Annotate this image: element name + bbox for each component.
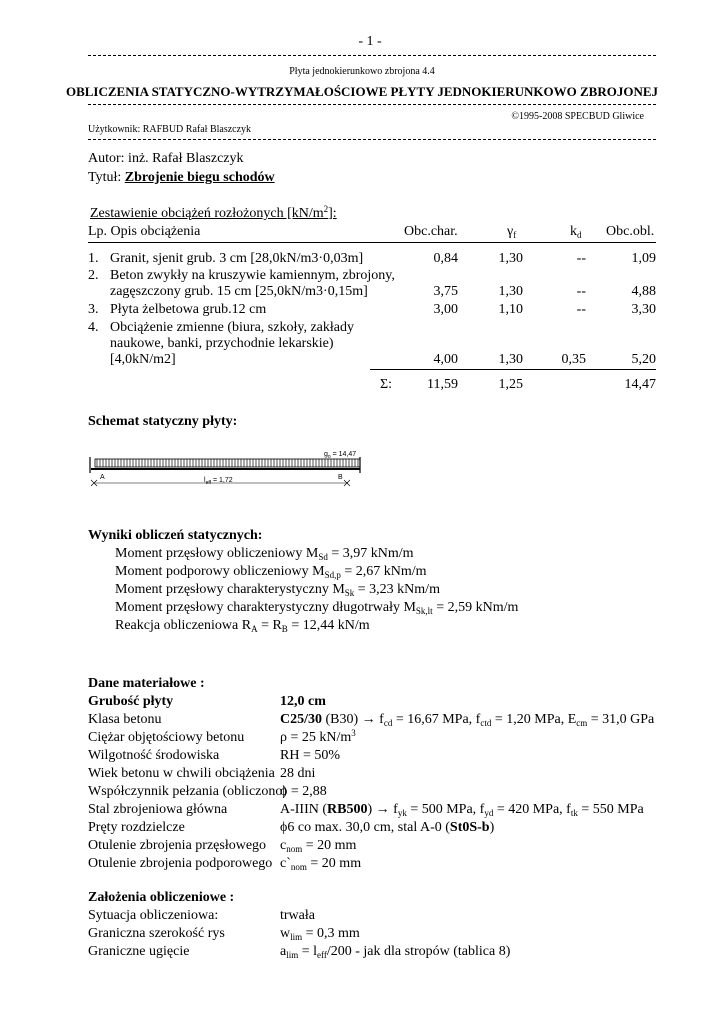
sum-obl: 14,47 [624,377,656,392]
steel-value: A-IIIN $(RB500) \to f_{yk} = 500$ MPa, $f_{yd} = 420$ MPa, $f_{tk} = 550$ MPa [280,802,644,818]
row-description: [4,0kN/m2] [110,352,176,367]
row-gamma-value: 1,10 [498,302,523,317]
col-obl: Obc.obl. [606,224,655,239]
program-name: Płyta jednokierunkowo zbrojona 4.4 [289,66,435,77]
row-char-value: 0,84 [433,251,458,266]
crack-value: $w_{lim} = 0,3$ mm [280,926,360,942]
cover-span-value: $c_{nom} = 20$ mm [280,838,357,854]
title-value: Zbrojenie biegu schodów [124,170,275,185]
support-a-label: A [100,474,105,481]
cover-support-label: Otulenie zbrojenia podporowego [88,856,273,871]
deflection-value: $a_{lim} = l_{eff}/200$ - jak dla stropów (tablica 8) [280,944,511,960]
result-line: Moment przęsłowy obliczeniowy $M_{Sd} = 3,97$ kNm/m [115,546,414,562]
humidity-value: RH = 50% [280,748,341,763]
creep-value: ϕ = 2,88 [280,784,327,799]
thickness-value: 12,0 cm [280,694,326,709]
col-gamma: $\gamma_f$ [507,224,517,240]
col-char: Obc.char. [404,224,458,239]
sum-label: Σ: [380,377,393,392]
sum-char: 11,59 [427,377,458,392]
weight-label: Ciężar objętościowy betonu [88,730,245,745]
thickness-label: Grubość płyty [88,694,174,709]
row-lp: 2. [88,268,99,283]
distributed-load [95,459,360,467]
assumptions-heading: Założenia obliczeniowe : [88,890,235,905]
static-scheme-diagram [86,445,366,493]
row-kd-value: -- [576,251,586,266]
row-description: naukowe, banki, przychodnie lekarskie) [110,336,334,351]
loads-heading: Zestawienie obciążeń rozłożonych $[kN/m^2]$: [90,204,337,221]
divider [88,104,656,105]
user-info: Użytkownik: RAFBUD Rafał Blaszczyk [88,124,252,135]
row-obl-value: 4,88 [631,284,656,299]
author: Autor: inż. Rafał Blaszczyk [88,151,244,166]
support-b-label: B [338,474,343,481]
row-obl-value: 5,20 [631,352,656,367]
row-lp: 3. [88,302,99,317]
weight-value: ρ = 25 $kN/m^3$ [280,728,356,745]
materials-heading: Dane materiałowe : [88,676,205,691]
age-value: 28 dni [280,766,316,781]
document-title [88,170,275,186]
row-char-value: 3,75 [433,284,458,299]
page-number: - 1 - [358,34,382,49]
humidity-label: Wilgotność środowiska [88,748,220,763]
title-label: Tytuł: [88,170,122,185]
row-description: Obciążenie zmienne (biura, szkoły, zakłady [110,320,354,335]
age-label: Wiek betonu w chwili obciążenia [88,766,275,781]
cover-span-label: Otulenie zbrojenia przęsłowego [88,838,267,853]
steel-label: Stal zbrojeniowa główna [88,802,228,817]
result-line: Moment podporowy obliczeniowy $M_{Sd,p} = 2,67$ kNm/m [115,564,427,580]
result-line: Moment przęsłowy charakterystyczny $M_{Sk} = 3,23$ kNm/m [115,582,440,598]
results-heading: Wyniki obliczeń statycznych: [88,528,263,543]
creep-label: Współczynnik pełzania (obliczono) [88,784,288,799]
reaction-line: Reakcja obliczeniowa $R_A = R_B = 12,44$ kN/m [115,618,370,634]
row-gamma-value: 1,30 [498,251,523,266]
crack-label: Graniczna szerokość rys [88,926,225,941]
deflection-label: Graniczne ugięcie [88,944,190,959]
copyright: ©1995-2008 SPECBUD Gliwice [511,111,644,122]
sum-line [370,369,656,370]
concrete-label: Klasa betonu [88,712,162,727]
scheme-heading: Schemat statyczny płyty: [88,414,238,429]
col-kd: $k_d$ [570,224,582,240]
row-char-value: 3,00 [433,302,458,317]
cover-support-value: $c`_{nom} = 20$ mm [280,856,362,872]
row-gamma-value: 1,30 [498,352,523,367]
main-title: OBLICZENIA STATYCZNO-WYTRZYMAŁOŚCIOWE PŁYTY JEDNOKIERUNKOWO ZBROJONEJ [65,84,659,99]
row-lp: 1. [88,251,99,266]
distribution-label: Pręty rozdzielcze [88,820,185,835]
sum-gamma: 1,25 [498,377,523,392]
divider [88,139,656,140]
row-description: Płyta żelbetowa grub.12 cm [110,302,267,317]
row-char-value: 4,00 [433,352,458,367]
span-label: $l_{eff} = 1,72$ [204,477,233,486]
row-kd-value: -- [576,284,586,299]
load-label: $g_o = 14,47$ [324,451,357,460]
distribution-value: ϕ6 co max. 30,0 cm, stal A-0 (St0S-b) [280,820,495,835]
table-header-line [88,242,656,243]
situation-value: trwała [280,908,315,923]
divider [88,55,656,56]
concrete-value: C25/30 $(B30) \to f_{cd} = 16,67$ MPa, $f_{ctd} = 1,20$ MPa, $E_{cm} = 31,0$ GPa [280,712,655,728]
row-description: Granit, sjenit grub. 3 cm [28,0kN/m3·0,03m] [110,251,364,266]
row-obl-value: 1,09 [631,251,656,266]
row-obl-value: 3,30 [631,302,656,317]
situation-label: Sytuacja obliczeniowa: [88,908,219,923]
row-kd-value: -- [576,302,586,317]
row-lp: 4. [88,320,99,335]
row-gamma-value: 1,30 [498,284,523,299]
col-lp: Lp. Opis obciążenia [88,224,201,239]
row-description: zagęszczony grub. 15 cm [25,0kN/m3·0,15m] [110,284,368,299]
result-line: Moment przęsłowy charakterystyczny długotrwały $M_{Sk,lt} = 2,59$ kNm/m [115,600,519,616]
row-description: Beton zwykły na kruszywie kamiennym, zbrojony, [110,268,395,283]
row-kd-value: 0,35 [561,352,586,367]
